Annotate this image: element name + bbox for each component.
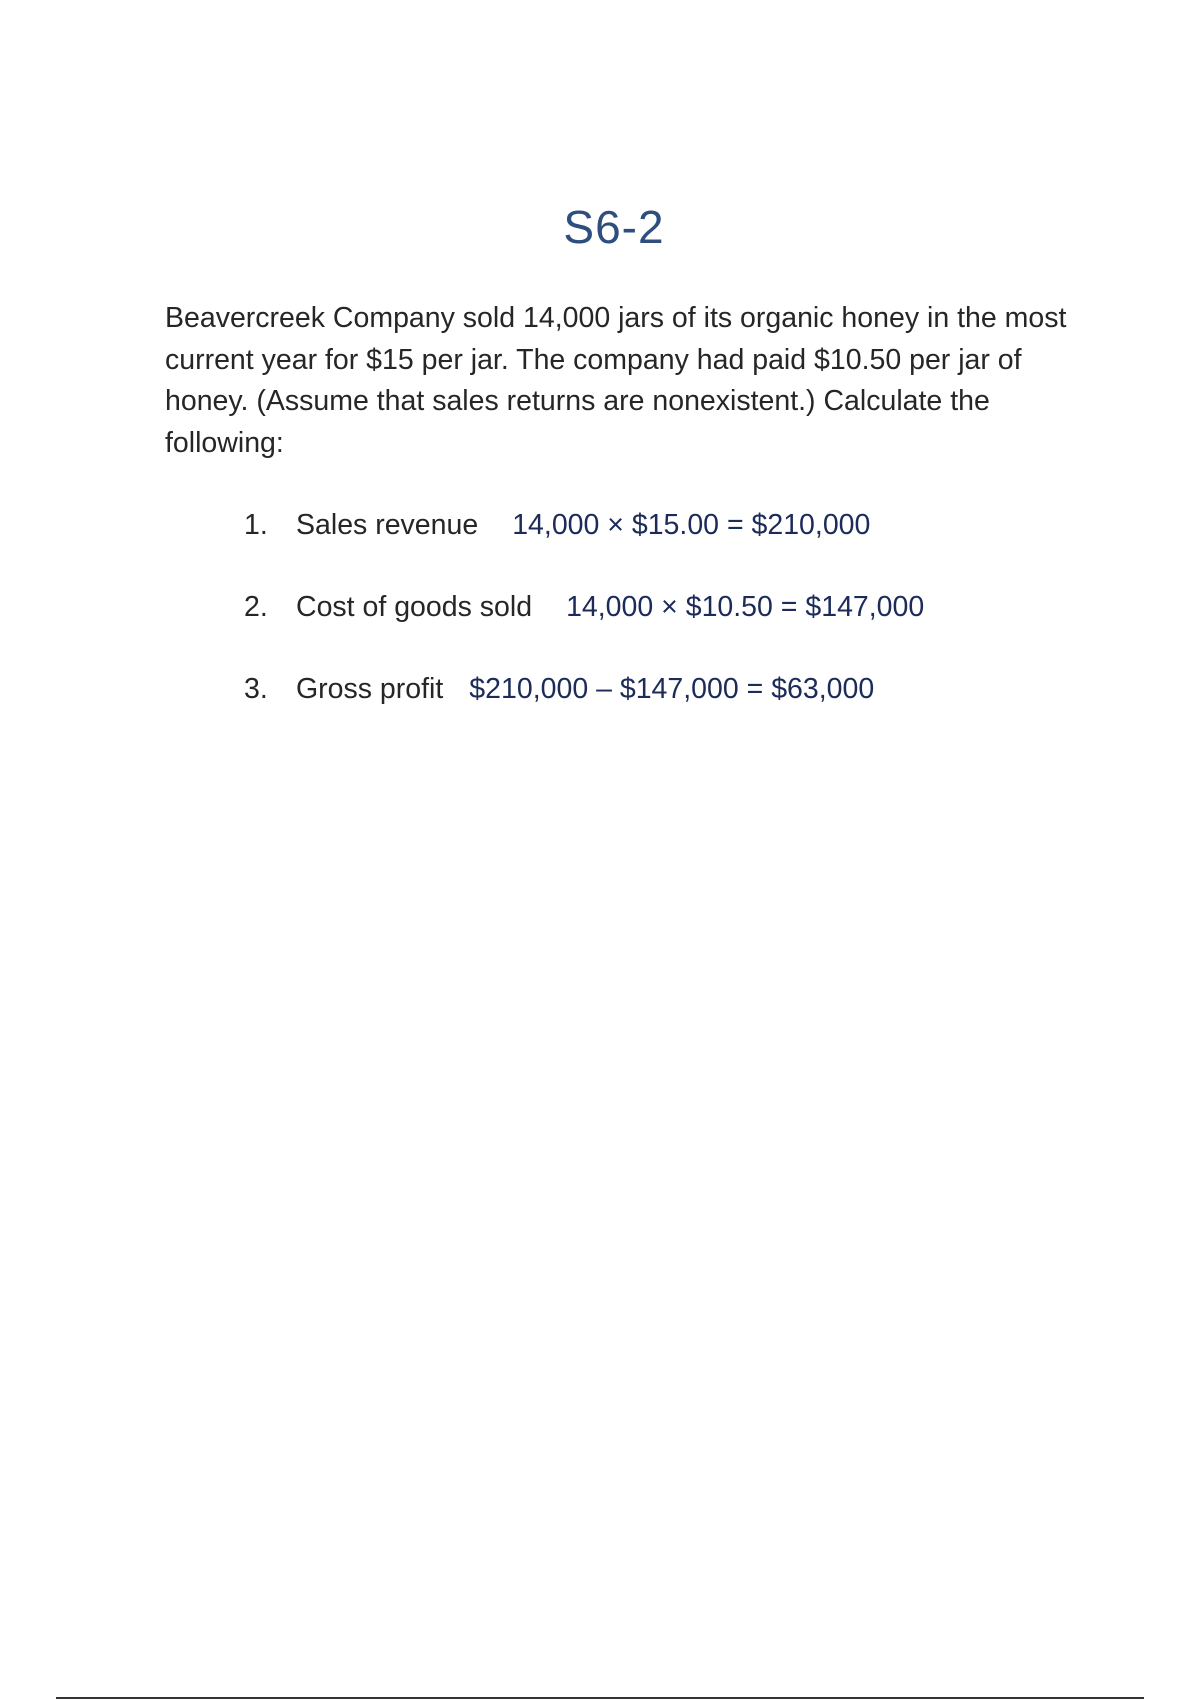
item-number: 2. bbox=[244, 591, 268, 623]
list-item-sales-revenue bbox=[244, 505, 870, 545]
item-label: Cost of goods sold bbox=[296, 591, 533, 623]
list-item-cost-of-goods-sold bbox=[244, 587, 924, 627]
item-label: Gross profit bbox=[296, 673, 444, 705]
list-item-gross-profit bbox=[244, 669, 874, 709]
item-calculation: 14,000 × $15.00 = $210,000 bbox=[512, 509, 871, 541]
page-title: S6-2 bbox=[563, 201, 665, 253]
item-calculation: $210,000 – $147,000 = $63,000 bbox=[469, 673, 875, 705]
item-calculation: 14,000 × $10.50 = $147,000 bbox=[566, 591, 925, 623]
item-label: Sales revenue bbox=[296, 509, 479, 541]
item-number: 3. bbox=[244, 673, 268, 705]
bottom-divider bbox=[56, 1697, 1144, 1699]
item-number: 1. bbox=[244, 509, 268, 541]
problem-statement: Beavercreek Company sold 14,000 jars of its organic honey in the most current year for $15 per jar. The company had paid $10.50 per jar of honey. (Assume that sales returns are nonexistent.) Calculate the following: bbox=[165, 302, 1067, 459]
